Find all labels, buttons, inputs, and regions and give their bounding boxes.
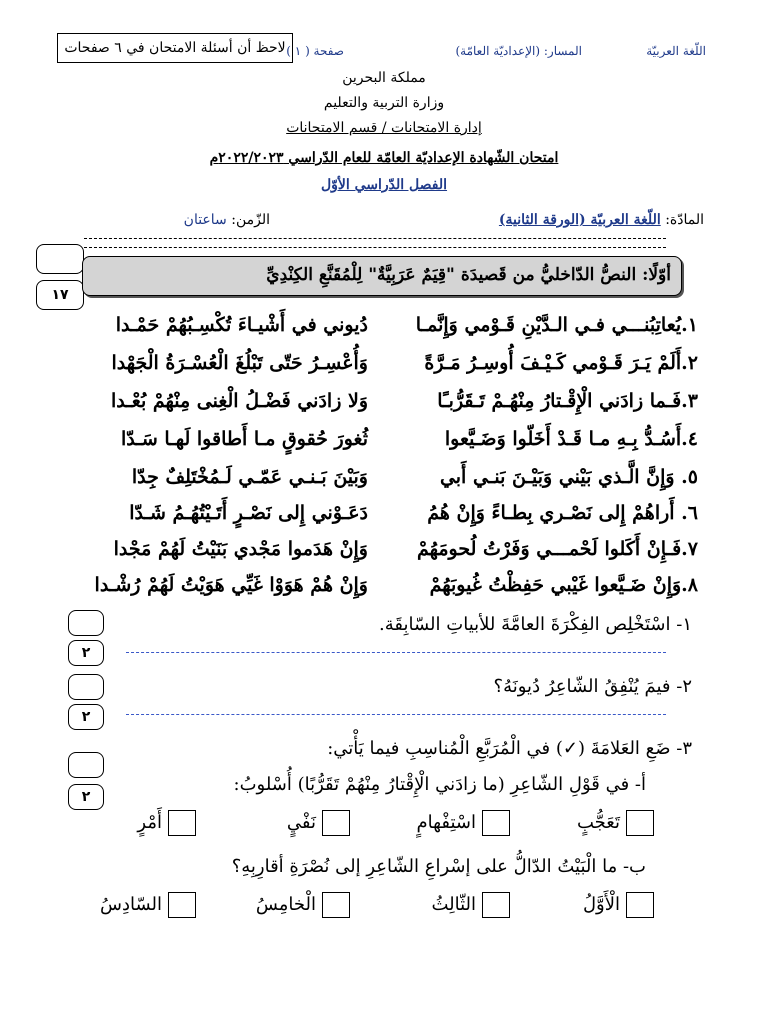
q3b-option-2-checkbox[interactable]	[482, 892, 510, 918]
exam-title: امتحان الشّهادة الإعداديّة العامّة للعام الدّراسي ٢٠٢٢/٢٠٢٣م	[209, 150, 559, 166]
pages-note-box	[57, 33, 293, 63]
q3a-option-2: اسْتِفْهامٍ	[416, 812, 476, 833]
time-info	[184, 212, 270, 228]
subject-info	[499, 212, 704, 228]
q2-score-blank[interactable]	[68, 674, 104, 700]
verse-4-second: ثُغورَ حُقوقٍ مـا أَطاقوا لَهـا سَـدّا	[121, 428, 368, 450]
q3-text: ٣- ضَعِ العَلامَةَ (✓) في الْمُرَبَّعِ الْمُناسِبِ فيما يَأْتي:	[327, 738, 692, 759]
q3b-option-2: الثّالِثُ	[431, 894, 476, 915]
q3a-option-3-checkbox[interactable]	[322, 810, 350, 836]
q1-score-blank[interactable]	[68, 610, 104, 636]
q3a-text: أ- في قَوْلِ الشّاعِرِ (ما زادَني الْإِقْتارُ مِنْهُمْ تَقَرُّبًا) أُسْلوبُ:	[233, 774, 646, 795]
section-banner	[82, 256, 682, 296]
q3b-option-4: السّادِسُ	[99, 894, 162, 915]
verse-4-first: ٤.أَسُـدُّ بِـهِ مـا قَـدْ أَخَلّوا وَضَـيَّعوا	[444, 428, 698, 450]
q3b-option-3: الْخامِسُ	[255, 894, 316, 915]
q3b-option-1: الْأَوَّلُ	[582, 894, 620, 915]
subject-info-label: المادّة:	[665, 212, 704, 228]
kingdom-title: مملكة البحرين	[342, 70, 426, 86]
header-separator	[84, 238, 666, 248]
verse-8-first: ٨.وَإِنْ ضَـيَّعوا غَيْبي حَفِظْتُ غُيوبَهُمْ	[429, 574, 698, 596]
verse-5-first: ٥. وَإِنَّ الَّـذي بَيْني وَبَيْـنَ بَنـي أَبي	[439, 466, 698, 488]
q3b-text: ب- ما الْبَيْتُ الدّالُّ على إسْراعِ الشّاعِرِ إلى نُصْرَةِ أقارِبِهِ؟	[231, 856, 646, 877]
q3b-option-4-checkbox[interactable]	[168, 892, 196, 918]
section-title: أوّلًا: النصُّ الدّاخليُّ من قَصيدَة "قِيَمٌ عَرَبِيَّةٌ" لِلْمُقَنَّعِ الكِنْدِيِّ	[266, 265, 671, 285]
semester-title: الفصل الدّراسي الأوّل	[320, 177, 448, 193]
q3a-option-1-checkbox[interactable]	[626, 810, 654, 836]
ministry-title: وزارة التربية والتعليم	[323, 95, 445, 111]
verse-7-first: ٧.فَـإِنْ أَكَلوا لَحْمـــي وَفَرْتُ لُحومَهُمْ	[416, 538, 698, 560]
q1-score: ٢	[68, 640, 104, 666]
q1-answer-line[interactable]	[126, 652, 666, 653]
time-label: الزّمن:	[231, 212, 270, 228]
track-label: المسار: (الإعداديّة العامّة)	[455, 44, 582, 58]
verse-3-second: وَلا زادَني فَضْـلُ الْغِنى مِنْهُمْ بُعْـدا	[110, 390, 368, 412]
subject-header: اللّغة العربيّة	[646, 44, 706, 58]
department-title: إدارة الامتحانات / قسم الامتحانات	[286, 120, 482, 136]
q3a-option-4-checkbox[interactable]	[168, 810, 196, 836]
subject-info-value: اللّغة العربيّة (الورقة الثانية)	[498, 212, 661, 228]
q2-answer-line[interactable]	[126, 714, 666, 715]
q3a-option-2-checkbox[interactable]	[482, 810, 510, 836]
verse-2-first: ٢.أَلَمْ يَـرَ قَـوْمي كَـيْـفَ أُوسِـرُ مَـرَّةً	[424, 352, 698, 374]
q3-score: ٢	[68, 784, 104, 810]
verse-8-second: وَإِنْ هُمْ هَوَوْا غَيِّي هَوَيْتُ لَهُمْ رُشْـدا	[94, 574, 368, 596]
verse-1-first: ١.يُعاتِبُنـــي فـي الـدَّيْنِ قَـوْمي وَإِنَّمـا	[415, 314, 698, 336]
q1-text: ١- اسْتَخْلِص الفِكْرَةَ العامَّةَ للأبياتِ السّابِقَة.	[379, 614, 692, 635]
q2-text: ٢- فيمَ يُنْفِقُ الشّاعِرُ دُيونَهُ؟	[493, 676, 692, 697]
q3a-option-3: نَفْيٍ	[286, 812, 316, 833]
pages-note: لاحظ أن أسئلة الامتحان في ٦ صفحات	[64, 40, 286, 56]
section-score-blank[interactable]	[36, 244, 84, 274]
q3a-option-1: تَعَجُّبٍ	[577, 812, 620, 833]
q2-score: ٢	[68, 704, 104, 730]
verse-7-second: وَإِنْ هَدَموا مَجْدي بَنَيْتُ لَهُمْ مَجْدا	[113, 538, 368, 560]
verse-2-second: وَأُعْسِـرُ حَتّى تَبْلُغَ الْعُسْـرَةُ الْجَهْدا	[111, 352, 368, 374]
time-value: ساعتان	[183, 212, 227, 228]
q3b-option-1-checkbox[interactable]	[626, 892, 654, 918]
verse-6-first: ٦. أَراهُمْ إِلى نَصْـري بِطـاءً وَإِنْ هُمُ	[427, 502, 698, 524]
verse-5-second: وَبَيْنَ بَـنـي عَمّـي لَـمُخْتَلِفٌ جِدّا	[131, 466, 368, 488]
verse-6-second: دَعَـوْني إِلى نَصْـرٍ أَتَـيْتُهُـمُ شَـدّا	[129, 502, 368, 524]
verse-3-first: ٣.فَـما زادَني الْإِقْـتارُ مِنْهُـمْ تَـقَرُّبـًا	[437, 390, 698, 412]
q3b-option-3-checkbox[interactable]	[322, 892, 350, 918]
q3a-option-4: أَمْرٍ	[137, 812, 162, 833]
section-total-score: ١٧	[36, 280, 84, 310]
verse-1-second: دُيوني في أَشْيـاءَ تُكْسِـبُهُمْ حَمْـدا	[115, 314, 368, 336]
q3-score-blank[interactable]	[68, 752, 104, 778]
page-number: صفحة ( ١ )	[286, 44, 344, 58]
